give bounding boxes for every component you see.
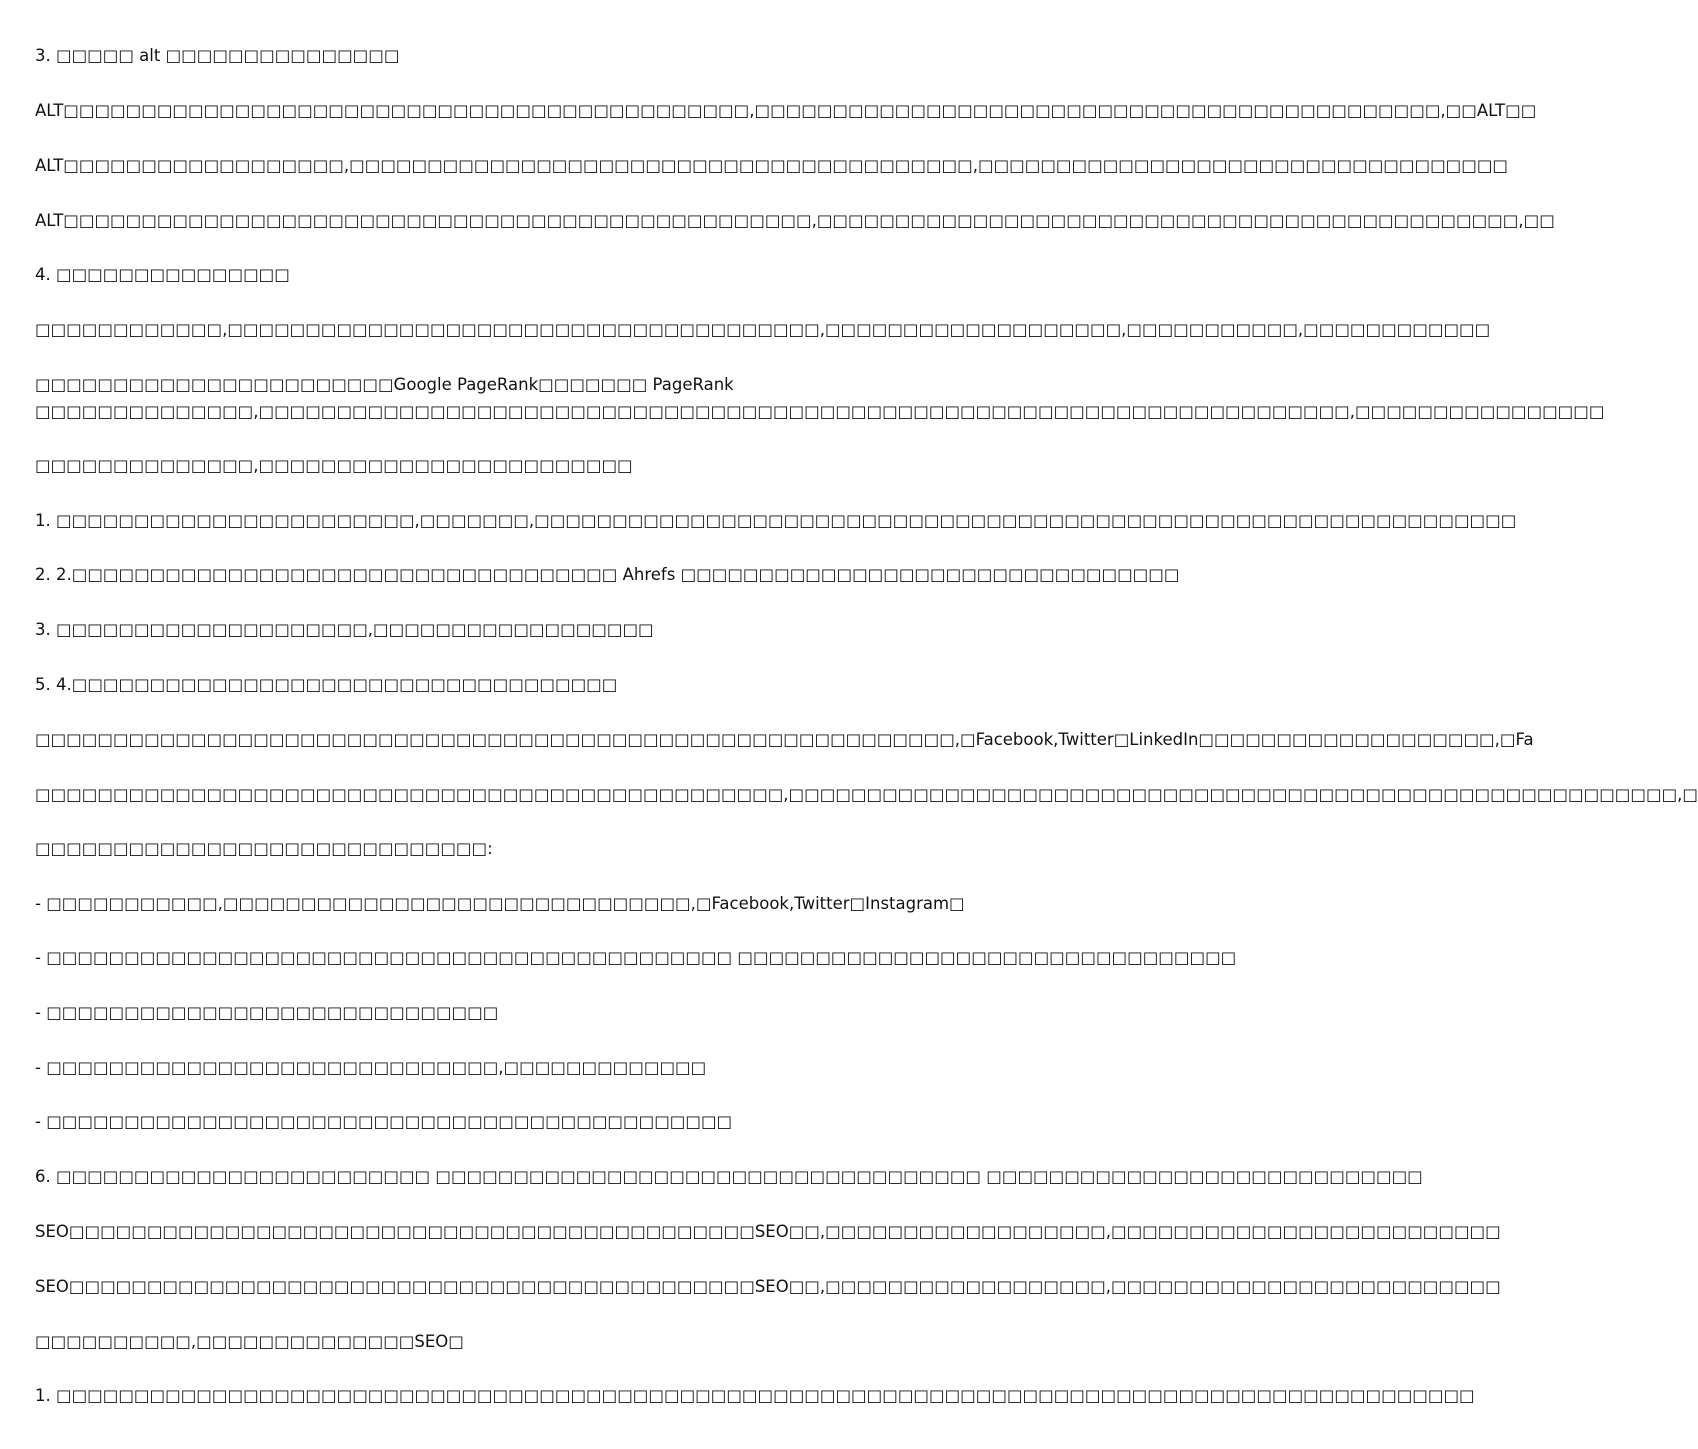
paragraph-line: ALT□□□□□□□□□□□□□□□□□□,□□□□□□□□□□□□□□□□□□□□□□□□□□□□□□□□□□□□□□□□,□□□□□□□□□□□□□□□□□□□□□□□□□□□□□□□□□□ — [35, 156, 1509, 175]
list-item-ahrefs: 2. 2.□□□□□□□□□□□□□□□□□□□□□□□□□□□□□□□□□□□ Ahrefs □□□□□□□□□□□□□□□□□□□□□□□□□□□□□□□□ — [35, 565, 1180, 584]
paragraph-line: □□□□□□□□□□□□□□□□□□□□□□□□□□□□□: — [35, 839, 493, 858]
list-item: 3. □□□□□□□□□□□□□□□□□□□□,□□□□□□□□□□□□□□□□□□ — [35, 620, 654, 639]
list-item: 1. □□□□□□□□□□□□□□□□□□□□□□□□□□□□□□□□□□□□□□□□□□□□□□□□□□□□□□□□□□□□□□□□□□□□□□□□□□□□□□□□□□□□□□□□□□□ — [35, 1386, 1475, 1405]
paragraph-line-pagerank: □□□□□□□□□□□□□□□□□□□□□□□Google PageRank□□□□□□□ PageRank — [35, 375, 734, 394]
heading-links: 4. □□□□□□□□□□□□□□□ — [35, 265, 290, 284]
document-page — [35, 0, 1698, 1449]
bullet-item: - □□□□□□□□□□□□□□□□□□□□□□□□□□□□□□□□□□□□□□□□□□□□ — [35, 1112, 733, 1131]
bullet-item: - □□□□□□□□□□□□□□□□□□□□□□□□□□□□□,□□□□□□□□□□□□□ — [35, 1058, 707, 1077]
paragraph-line-seo: SEO□□□□□□□□□□□□□□□□□□□□□□□□□□□□□□□□□□□□□□□□□□□□SEO□□,□□□□□□□□□□□□□□□□□□,□□□□□□□□□□□□□□□□□□□□□□□□□ — [35, 1277, 1501, 1296]
paragraph-line-social: □□□□□□□□□□□□□□□□□□□□□□□□□□□□□□□□□□□□□□□□□□□□□□□□□□□□□□□□□□□,□Facebook,Twitter□LinkedIn□□□□□□□□□□□□□□□□□□□,□Fa — [35, 730, 1534, 749]
paragraph-line: ALT□□□□□□□□□□□□□□□□□□□□□□□□□□□□□□□□□□□□□□□□□□□□□□□□,□□□□□□□□□□□□□□□□□□□□□□□□□□□□□□□□□□□□□□□□□□□□□,□□ — [35, 211, 1555, 230]
list-item: 1. □□□□□□□□□□□□□□□□□□□□□□□,□□□□□□□,□□□□□□□□□□□□□□□□□□□□□□□□□□□□□□□□□□□□□□□□□□□□□□□□□□□□□□□□□□□□□□□ — [35, 511, 1517, 530]
paragraph-line: □□□□□□□□□□□□,□□□□□□□□□□□□□□□□□□□□□□□□□□□□□□□□□□□□□□,□□□□□□□□□□□□□□□□□□□,□□□□□□□□□□□,□□□□□□□□□□□□ — [35, 320, 1491, 339]
heading-social: 5. 4.□□□□□□□□□□□□□□□□□□□□□□□□□□□□□□□□□□□ — [35, 675, 618, 694]
paragraph-line: □□□□□□□□□□□□□□□□□□□□□□□□□□□□□□□□□□□□□□□□□□□□□□□□,□□□□□□□□□□□□□□□□□□□□□□□□□□□□□□□□□□□□□□□□□□□□□□□□□□□□□□□□□,□ — [35, 785, 1698, 804]
paragraph-line: □□□□□□□□□□□□□□,□□□□□□□□□□□□□□□□□□□□□□□□□□□□□□□□□□□□□□□□□□□□□□□□□□□□□□□□□□□□□□□□□□□□□□,□□□□□□□□□□□□□□□□ — [35, 402, 1605, 421]
bullet-item: - □□□□□□□□□□□□□□□□□□□□□□□□□□□□□ — [35, 1003, 499, 1022]
bullet-item-social: - □□□□□□□□□□□,□□□□□□□□□□□□□□□□□□□□□□□□□□□□□□,□Facebook,Twitter□Instagram□ — [35, 894, 965, 913]
paragraph-line-seo: SEO□□□□□□□□□□□□□□□□□□□□□□□□□□□□□□□□□□□□□□□□□□□□SEO□□,□□□□□□□□□□□□□□□□□□,□□□□□□□□□□□□□□□□□□□□□□□□□ — [35, 1222, 1501, 1241]
paragraph-line: □□□□□□□□□□□□□□,□□□□□□□□□□□□□□□□□□□□□□□□ — [35, 456, 633, 475]
heading-alt: 3. □□□□□ alt □□□□□□□□□□□□□□□ — [35, 46, 400, 65]
paragraph-line: ALT□□□□□□□□□□□□□□□□□□□□□□□□□□□□□□□□□□□□□□□□□□□□,□□□□□□□□□□□□□□□□□□□□□□□□□□□□□□□□□□□□□□□□□□□□,□□ALT□□ — [35, 101, 1537, 120]
paragraph-line-seo: □□□□□□□□□□,□□□□□□□□□□□□□□SEO□ — [35, 1332, 464, 1351]
bullet-item: - □□□□□□□□□□□□□□□□□□□□□□□□□□□□□□□□□□□□□□□□□□□□ □□□□□□□□□□□□□□□□□□□□□□□□□□□□□□□□ — [35, 948, 1237, 967]
heading-section-6: 6. □□□□□□□□□□□□□□□□□□□□□□□□ □□□□□□□□□□□□□□□□□□□□□□□□□□□□□□□□□□□ □□□□□□□□□□□□□□□□□□□□□□□□□□□□ — [35, 1167, 1423, 1186]
